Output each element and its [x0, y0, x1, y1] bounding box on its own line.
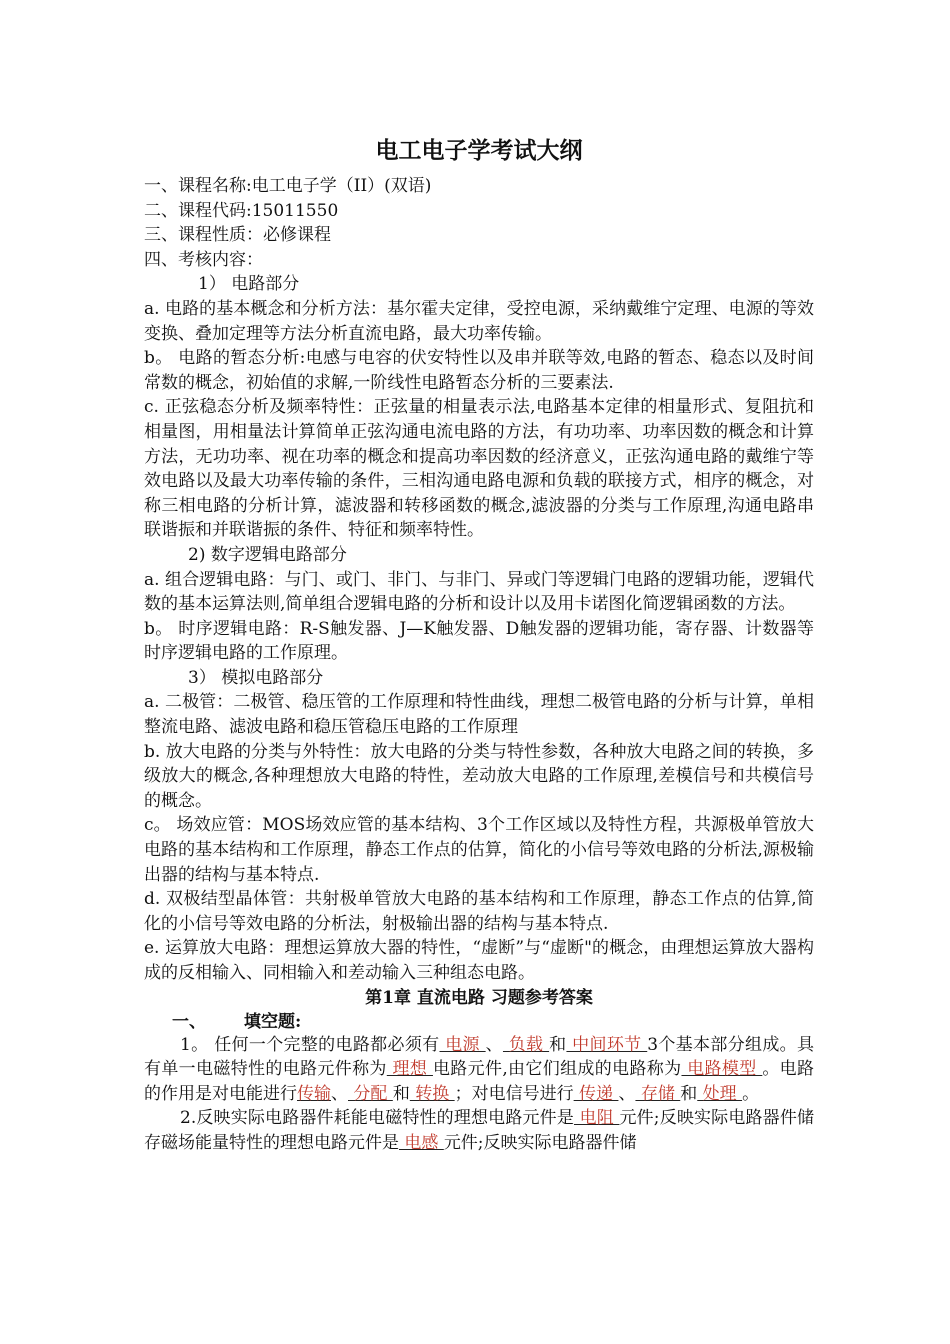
q1-text: 1。 任何一个完整的电路都必须有	[180, 1034, 440, 1055]
q1-answer-1: 电源	[439, 1034, 486, 1055]
q1-answer-3: 中间环节	[566, 1034, 648, 1055]
q1-answer-7: 分配	[348, 1083, 393, 1104]
part1-heading: 1） 电路部分	[198, 274, 300, 295]
part1-item-a: a. 电路的基本概念和分析方法：基尔霍夫定律，受控电源，采纳戴维宁定理、电源的等效变换、叠加定理等方法分析直流电路，最大功率传输。	[144, 298, 814, 344]
q2-answer-1: 电阻	[574, 1108, 620, 1129]
chapter-title: 第1章 直流电路 习题参考答案	[365, 987, 593, 1008]
q1-text: ；对电信号进行	[454, 1083, 574, 1104]
part1-item-b: b。 电路的暂态分析:电感与电容的伏安特性以及串并联等效,电路的暂态、稳态以及时间常数的概念，初始值的求解,一阶线性电路暂态分析的三要素法.	[144, 348, 814, 393]
q2-text: 2.反映实际电路器件耗能电磁特性的理想电路元件是	[180, 1108, 574, 1129]
q1-text: 、	[331, 1083, 348, 1104]
section-heading	[144, 1011, 814, 1033]
q1-answer-5: 电路模型	[681, 1059, 763, 1080]
part3-heading: 3） 模拟电路部分	[188, 667, 324, 688]
q1-text: 。	[742, 1083, 760, 1104]
page-title: 电工电子学考试大纲	[375, 138, 583, 164]
course-name: 一、课程名称:电工电子学（II）(双语)	[144, 176, 432, 196]
q2-answer-2: 电感	[399, 1132, 444, 1153]
question-1	[144, 1033, 814, 1107]
part3-item-b: b. 放大电路的分类与外特性：放大电路的分类与特性参数，各种放大电路之间的转换，多级放大的概念,各种理想放大电路的特性，差动放大电路的工作原理,差模信号和共模信号的概念。	[144, 741, 814, 811]
q1-answer-8: 转换	[409, 1083, 455, 1104]
q1-text: 和	[392, 1083, 410, 1104]
course-code: 二、课程代码:15011550	[144, 200, 339, 221]
q1-text: 。电路的作用是对电能进行	[144, 1059, 815, 1104]
q1-answer-2: 负载	[502, 1034, 550, 1055]
q1-text: 、	[618, 1083, 636, 1104]
q1-text: 、	[485, 1034, 503, 1055]
part3-item-d: d. 双极结型晶体管：共射极单管放大电路的基本结构和工作原理，静态工作点的估算,简化的小信号等效电路的分析法，射极输出器的结构与基本特点.	[144, 889, 814, 934]
section-title: 填空题:	[244, 1011, 302, 1032]
section-number: 一、	[172, 1011, 206, 1032]
q1-answer-10: 存储	[635, 1083, 681, 1104]
part2-item-b: b。 时序逻辑电路：R-S触发器、J—K触发器、D触发器的逻辑功能，寄存器、计数器等时序逻辑电路的工作原理。	[144, 618, 814, 664]
q2-text: 元件;反映实际电路器件储	[443, 1132, 637, 1153]
q2-text: 元件;反映实际电路器件储存磁场能量特性的理想电路元件是	[144, 1108, 815, 1153]
part3-item-e: e. 运算放大电路：理想运算放大器的特性，“虚断”与“虚断"的概念，由理想运算放大器构成的反相输入、同相输入和差动输入三种组态电路。	[144, 938, 814, 983]
document-body	[144, 132, 814, 1156]
part1-item-c: c. 正弦稳态分析及频率特性：正弦量的相量表示法,电路基本定律的相量形式、复阻抗和相量图，用相量法计算简单正弦沟通电流电路的方法，有功功率、功率因数的概念和计算方法，无功功率、视在功率的概念和提高功率因数的经济意义，正弦沟通电路的戴维宁等效电路以及最大功率传输的条件，三相沟通电路电源和负载的联接方式，相序的概念，对称三相电路的分析计算，滤波器和转移函数的概念,滤波器的分类与工作原理,沟通电路串联谐振和并联谐振的条件、特征和频率特性。	[144, 397, 814, 541]
q1-text: 3个基本部分组成。具有单一电磁特性的电路元件称为	[144, 1034, 815, 1080]
course-nature: 三、课程性质：必修课程	[144, 225, 331, 246]
q1-text: 和	[680, 1083, 698, 1104]
part3-item-c: c。 场效应管：MOS场效应管的基本结构、3个工作区域以及特性方程，共源极单管放大电路的基本结构和工作原理，静态工作点的估算，简化的小信号等效电路的分析法,源极输出器的结构与基本特点.	[144, 815, 814, 885]
q1-text: 和	[549, 1034, 567, 1055]
q1-answer-11: 处理	[697, 1083, 743, 1104]
q1-answer-4: 理想	[386, 1059, 433, 1080]
assessment-content: 四、考核内容：	[144, 249, 263, 270]
q1-text: 电路元件,由它们组成的电路称为	[432, 1059, 682, 1080]
q1-answer-6: 传输	[297, 1083, 331, 1104]
part2-item-a: a. 组合逻辑电路：与门、或门、非门、与非门、异或门等逻辑门电路的逻辑功能，逻辑代数的基本运算法则,简单组合逻辑电路的分析和设计以及用卡诺图化简逻辑函数的方法。	[144, 569, 814, 615]
part3-item-a: a. 二极管：二极管、稳压管的工作原理和特性曲线，理想二极管电路的分析与计算，单相整流电路、滤波电路和稳压管稳压电路的工作原理	[144, 692, 814, 738]
question-2	[144, 1106, 814, 1155]
part2-heading: 2) 数字逻辑电路部分	[188, 544, 347, 565]
q1-answer-9: 传递	[573, 1083, 619, 1104]
